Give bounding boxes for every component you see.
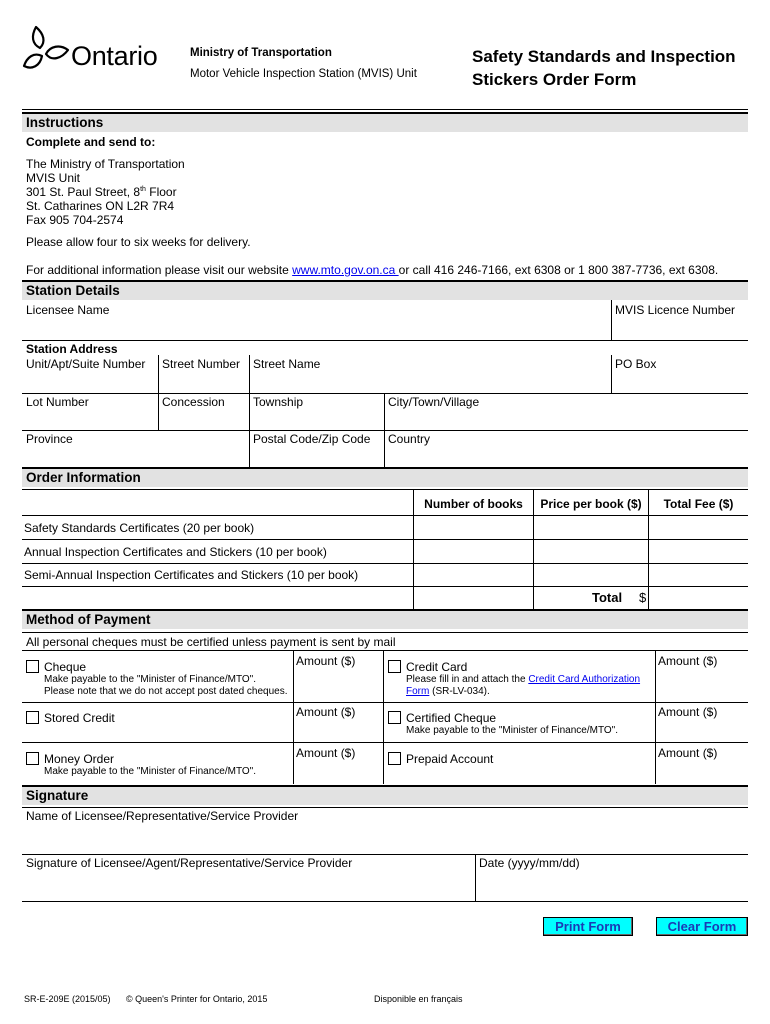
country-label: Country [388,432,431,446]
total-label: Total [592,590,623,605]
cheque-amount-label: Amount ($) [296,654,356,668]
credit-card-checkbox[interactable] [388,660,401,673]
lot-number-field[interactable] [22,410,158,429]
complete-send-label: Complete and send to: [26,135,156,149]
cheque-checkbox[interactable] [26,660,39,673]
ontario-logo [22,24,172,80]
province-field[interactable] [22,447,249,466]
cheque-note-2: Please note that we do not accept post dated cheques. [44,686,288,697]
prepaid-amount-field[interactable] [656,760,748,782]
contact-info: For additional information please visit our website www.mto.gov.on.ca or call 416 246-7166, ext 6308 or 1 800 387-7736, ext 6308. [26,263,719,277]
street-number-label: Street Number [162,357,241,371]
certified-cheque-label: Certified Cheque [406,711,497,725]
address-line-4: St. Catharines ON L2R 7R4 [26,199,175,213]
concession-field[interactable] [159,410,249,429]
form-title-line2: Stickers Order Form [472,70,637,89]
prepaid-account-checkbox[interactable] [388,752,401,765]
section-title: Signature [26,788,89,803]
section-station-details [22,280,748,300]
section-title: Instructions [26,115,104,130]
certified-cheque-amount-label: Amount ($) [658,705,718,719]
order-row-label: Semi-Annual Inspection Certificates and Stickers (10 per book) [24,568,359,582]
street-name-label: Street Name [253,357,321,371]
certified-cheque-amount-field[interactable] [656,719,748,740]
french-available: Disponible en français [374,994,463,1004]
section-instructions [22,112,748,132]
clear-form-button[interactable]: Clear Form [656,917,748,936]
address-line-3: 301 St. Paul Street, 8th Floor [26,185,177,199]
licensee-rep-name-field[interactable] [22,824,748,854]
total-currency: $ [639,590,647,605]
section-method-of-payment [22,609,748,629]
trillium-icon [22,24,70,76]
section-title: Order Information [26,470,141,485]
section-title: Method of Payment [26,612,151,627]
fee-field-2[interactable] [649,540,748,562]
stored-credit-amount-field[interactable] [294,719,383,740]
ministry-name: Ministry of Transportation [190,47,332,59]
unit-label: Unit/Apt/Suite Number [26,357,146,371]
website-link[interactable]: www.mto.gov.on.ca [292,263,399,277]
lot-number-label: Lot Number [26,395,89,409]
concession-label: Concession [162,395,225,409]
unit-name: Motor Vehicle Inspection Station (MVIS) Unit [190,68,417,80]
prepaid-account-label: Prepaid Account [406,752,494,766]
books-field-3[interactable] [414,564,533,586]
order-row-label: Safety Standards Certificates (20 per book) [24,521,255,535]
signature-field[interactable] [22,871,475,900]
section-title: Station Details [26,283,120,298]
licensee-name-field[interactable] [22,318,611,338]
licence-number-field[interactable] [612,318,748,338]
print-form-button[interactable]: Print Form [543,917,633,936]
col-number-of-books: Number of books [424,497,523,511]
postal-code-label: Postal Code/Zip Code [253,432,371,446]
money-order-amount-label: Amount ($) [296,746,356,760]
city-label: City/Town/Village [388,395,480,409]
township-field[interactable] [250,410,384,429]
total-fee-field[interactable] [649,587,748,608]
order-row-label: Annual Inspection Certificates and Stickers (10 per book) [24,545,327,559]
licensee-name-label: Licensee Name [26,303,110,317]
header-divider [22,109,748,110]
cc-form-link[interactable]: Form [406,686,430,697]
logo-wordmark: Ontario [71,41,158,71]
po-box-field[interactable] [612,372,748,392]
books-field-1[interactable] [414,516,533,538]
credit-card-label: Credit Card [406,660,468,674]
credit-card-note: Please fill in and attach the Credit Card Authorization Form (SR-LV-034). [406,674,641,697]
fee-field-1[interactable] [649,516,748,538]
address-line-2: MVIS Unit [26,171,81,185]
section-signature [22,785,748,805]
col-price-per-book: Price per book ($) [540,497,642,511]
cheque-amount-field[interactable] [294,668,383,700]
signature-label: Signature of Licensee/Agent/Representative/Service Provider [26,856,353,870]
fee-field-3[interactable] [649,564,748,586]
prepaid-amount-label: Amount ($) [658,746,718,760]
cc-authorization-link[interactable]: Credit Card Authorization [528,674,641,685]
money-order-amount-field[interactable] [294,760,383,782]
form-title-line1: Safety Standards and Inspection [472,47,736,66]
date-field[interactable] [476,871,748,900]
col-total-fee: Total Fee ($) [663,497,734,511]
province-label: Province [26,432,73,446]
stored-credit-label: Stored Credit [44,711,115,725]
po-box-label: PO Box [615,357,657,371]
postal-code-field[interactable] [250,447,384,466]
certified-cheque-note: Make payable to the "Minister of Finance/MTO". [406,725,619,736]
books-field-2[interactable] [414,540,533,562]
station-address-heading: Station Address [26,342,118,356]
township-label: Township [253,395,304,409]
copyright: © Queen's Printer for Ontario, 2015 [126,994,268,1004]
section-order-information [22,467,748,487]
price-field-1[interactable] [534,516,648,538]
money-order-label: Money Order [44,752,115,766]
form-number: SR-E-209E (2015/05) [24,994,111,1004]
address-line-1: The Ministry of Transportation [26,157,185,171]
date-label: Date (yyyy/mm/dd) [479,856,580,870]
cheque-label: Cheque [44,660,87,674]
money-order-checkbox[interactable] [26,752,39,765]
delivery-note: Please allow four to six weeks for delivery. [26,235,251,249]
city-field[interactable] [385,410,748,429]
payment-note: All personal cheques must be certified unless payment is sent by mail [26,635,396,649]
credit-card-amount-label: Amount ($) [658,654,718,668]
address-line-5: Fax 905 704-2574 [26,213,124,227]
country-field[interactable] [385,447,748,466]
licensee-rep-name-label: Name of Licensee/Representative/Service Provider [26,809,299,823]
price-field-3[interactable] [534,564,648,586]
stored-credit-checkbox[interactable] [26,711,39,724]
price-field-2[interactable] [534,540,648,562]
stored-credit-amount-label: Amount ($) [296,705,356,719]
unit-field[interactable] [22,372,158,392]
money-order-note: Make payable to the "Minister of Finance/MTO". [44,766,257,777]
cheque-note-1: Make payable to the "Minister of Finance/MTO". [44,674,257,685]
certified-cheque-checkbox[interactable] [388,711,401,724]
licence-number-label: MVIS Licence Number [615,303,736,317]
credit-card-amount-field[interactable] [656,668,748,700]
street-number-field[interactable] [159,372,249,392]
street-name-field[interactable] [250,372,611,392]
